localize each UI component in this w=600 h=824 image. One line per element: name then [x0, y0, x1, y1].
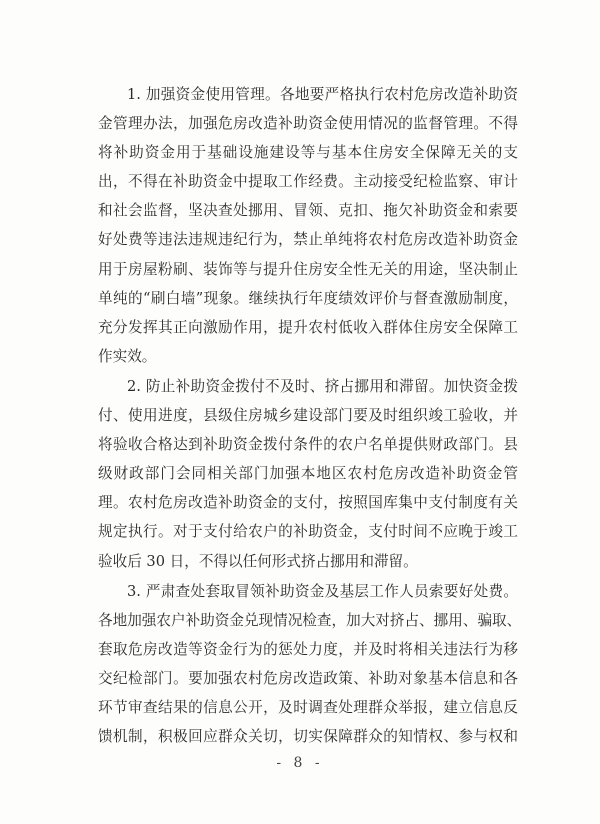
paragraph-line: 作实效。 — [98, 347, 157, 365]
paragraph-line: 套取危房改造等资金行为的惩处力度，并及时将相关违法行为移 — [98, 640, 518, 658]
paragraph-2 — [98, 372, 518, 576]
paragraph-line: 用于房屋粉刷、装饰等与提升住房安全性无关的用途，坚决制止 — [98, 260, 518, 278]
paragraph-line: 级财政部门会同相关部门加强本地区农村危房改造补助资金管 — [98, 465, 518, 483]
paragraph-line: 将补助资金用于基础设施建设等与基本住房安全保障无关的支 — [98, 144, 518, 162]
paragraph-line: 3. 严肃查处套取冒领补助资金及基层工作人员索要好处费。 — [127, 582, 518, 600]
paragraph-line: 单纯的“刷白墙”现象。继续执行年度绩效评价与督查激励制度， — [98, 289, 518, 307]
paragraph-line: 和社会监督，坚决查处挪用、冒领、克扣、拖欠补助资金和索要 — [98, 202, 518, 220]
paragraph-line: 金管理办法，加强危房改造补助资金使用情况的监督管理。不得 — [98, 115, 518, 133]
paragraph-line: 2. 防止补助资金拨付不及时、挤占挪用和滞留。加快资金拨 — [127, 377, 518, 395]
paragraph-line: 交纪检部门。要加强农村危房改造政策、补助对象基本信息和各 — [98, 669, 518, 687]
paragraph-line: 1. 加强资金使用管理。各地要严格执行农村危房改造补助资 — [127, 86, 518, 103]
document-body — [98, 80, 522, 752]
paragraph-line: 各地加强农户补助资金兑现情况检查，加大对挤占、挪用、骗取、 — [98, 611, 522, 629]
paragraph-line: 环节审查结果的信息公开，及时调查处理群众举报，建立信息反 — [98, 698, 518, 716]
page-number: - 8 - — [276, 755, 324, 771]
paragraph-line: 出，不得在补助资金中提取工作经费。主动接受纪检监察、审计 — [98, 173, 518, 191]
paragraph-line: 规定执行。对于支付给农户的补助资金，支付时间不应晚于竣工 — [98, 523, 518, 541]
paragraph-line: 充分发挥其正向激励作用，提升农村低收入群体住房安全保障工 — [98, 318, 518, 336]
paragraph-line: 好处费等违法违规违纪行为，禁止单纯将农村危房改造补助资金 — [98, 231, 518, 249]
paragraph-1 — [98, 80, 518, 371]
paragraph-3 — [98, 577, 522, 752]
paragraph-line: 验收后 30 日，不得以任何形式挤占挪用和滞留。 — [98, 552, 418, 570]
paragraph-line: 理。农村危房改造补助资金的支付，按照国库集中支付制度有关 — [98, 494, 518, 512]
paragraph-line: 将验收合格达到补助资金拨付条件的农户名单提供财政部门。县 — [98, 436, 518, 454]
paragraph-line: 付、使用进度，县级住房城乡建设部门要及时组织竣工验收，并 — [98, 407, 518, 425]
paragraph-line: 馈机制，积极回应群众关切，切实保障群众的知情权、参与权和 — [98, 728, 518, 746]
